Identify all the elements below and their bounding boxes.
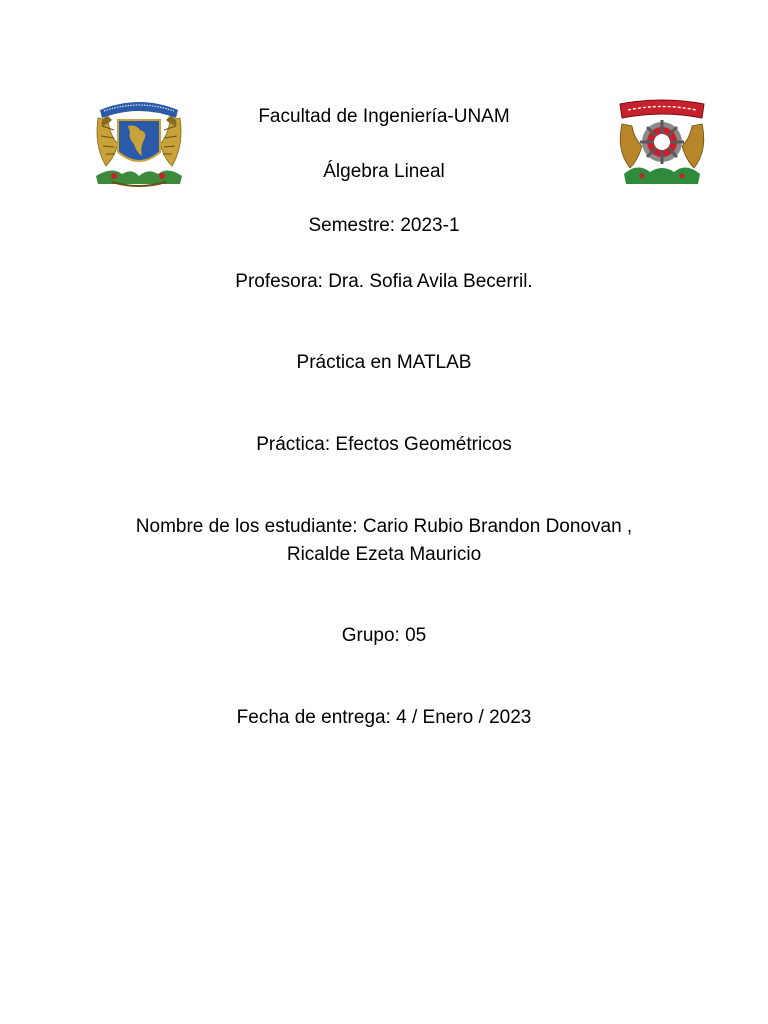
professor-line: Profesora: Dra. Sofia Avila Becerril.	[235, 271, 533, 292]
group-line: Grupo: 05	[341, 625, 427, 646]
course-name: Álgebra Lineal	[323, 161, 445, 182]
students-line-1: Nombre de los estudiante: Cario Rubio Brandon Donovan ,	[135, 516, 633, 537]
faculty-heading: Facultad de Ingeniería-UNAM	[258, 106, 510, 127]
practice-title-line: Práctica: Efectos Geométricos	[256, 434, 512, 455]
practice-type-line: Práctica en MATLAB	[296, 352, 472, 373]
semester-line: Semestre: 2023-1	[308, 215, 460, 236]
students-line-2: Ricalde Ezeta Mauricio	[286, 544, 482, 565]
due-date-line: Fecha de entrega: 4 / Enero / 2023	[236, 707, 532, 728]
